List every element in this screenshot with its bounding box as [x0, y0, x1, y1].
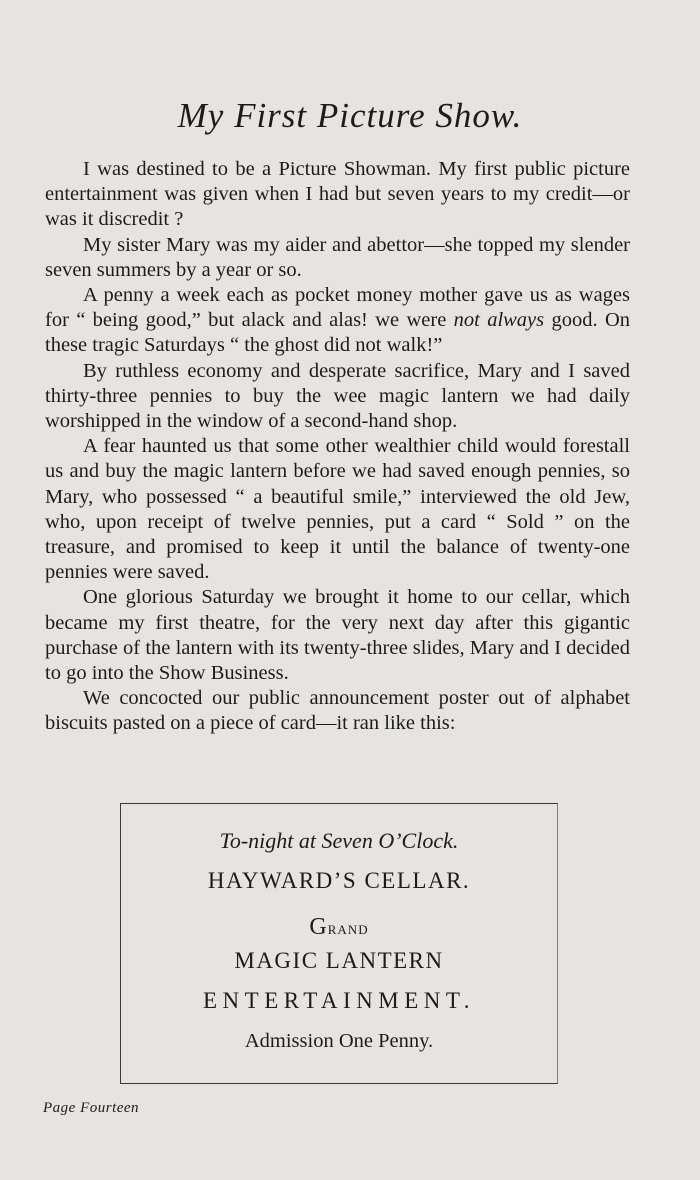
poster-grand-initial: G	[309, 914, 328, 940]
poster-admission-line: Admission One Penny.	[244, 1030, 434, 1052]
poster-grand-rest: rand	[327, 918, 369, 939]
paragraph-4: By ruthless economy and desperate sacrifice, Mary and I saved thirty-three pennies to buy the wee magic lantern we had daily worshipped in the window of a second-hand shop.	[45, 359, 630, 433]
emphasis-always: always	[487, 309, 545, 332]
poster-entertainment-line: ENTERTAINMENT.	[202, 988, 475, 1013]
paragraph-3-part-b: good. On these tragic Saturdays “ the ghost did not walk!”	[45, 309, 631, 357]
paragraph-5: A fear haunted us that some other wealthier child would forestall us and buy the magic lantern before we had saved enough pennies, so Mary, who possessed “ a beautiful smile,” interviewed the old Jew, who, upon receipt of twelve pennies, put a card “ Sold ” on the treasure, and promised to keep it until the balance of twenty-one pennies were saved.	[45, 435, 630, 584]
paragraph-3	[45, 283, 630, 359]
paragraph-2: My sister Mary was my aider and abettor—she topped my slender seven summers by a year or so.	[45, 233, 630, 281]
poster-venue-line: HAYWARD’S CELLAR.	[207, 868, 471, 893]
paragraph-6: One glorious Saturday we brought it home to our cellar, which became my first theatre, for the very next day after this gigantic purchase of the lantern with its twenty-three slides, Mary and I decided to go into the Show Business.	[45, 586, 630, 685]
poster-box	[120, 803, 558, 1084]
body-text	[45, 157, 630, 737]
poster-time-line: To-night at Seven O’Clock.	[219, 828, 459, 853]
paragraph-1: I was destined to be a Picture Showman. My first public picture entertainment was given when I had but seven years to my credit—or was it discredit ?	[45, 158, 630, 231]
poster-lantern-line: MAGIC LANTERN	[234, 948, 444, 973]
paragraph-7: We concocted our public announcement poster out of alphabet biscuits pasted on a piece of card—it ran like this:	[45, 687, 630, 735]
poster-grand-line	[121, 914, 557, 941]
paragraph-3-part-a: A penny a week each as pocket money mother gave us as wages for “ being good,” but alack and alas! we were	[45, 284, 630, 332]
page-number: Page Fourteen	[43, 1100, 140, 1116]
emphasis-not: not	[453, 309, 480, 332]
page-title: My First Picture Show.	[177, 96, 523, 135]
